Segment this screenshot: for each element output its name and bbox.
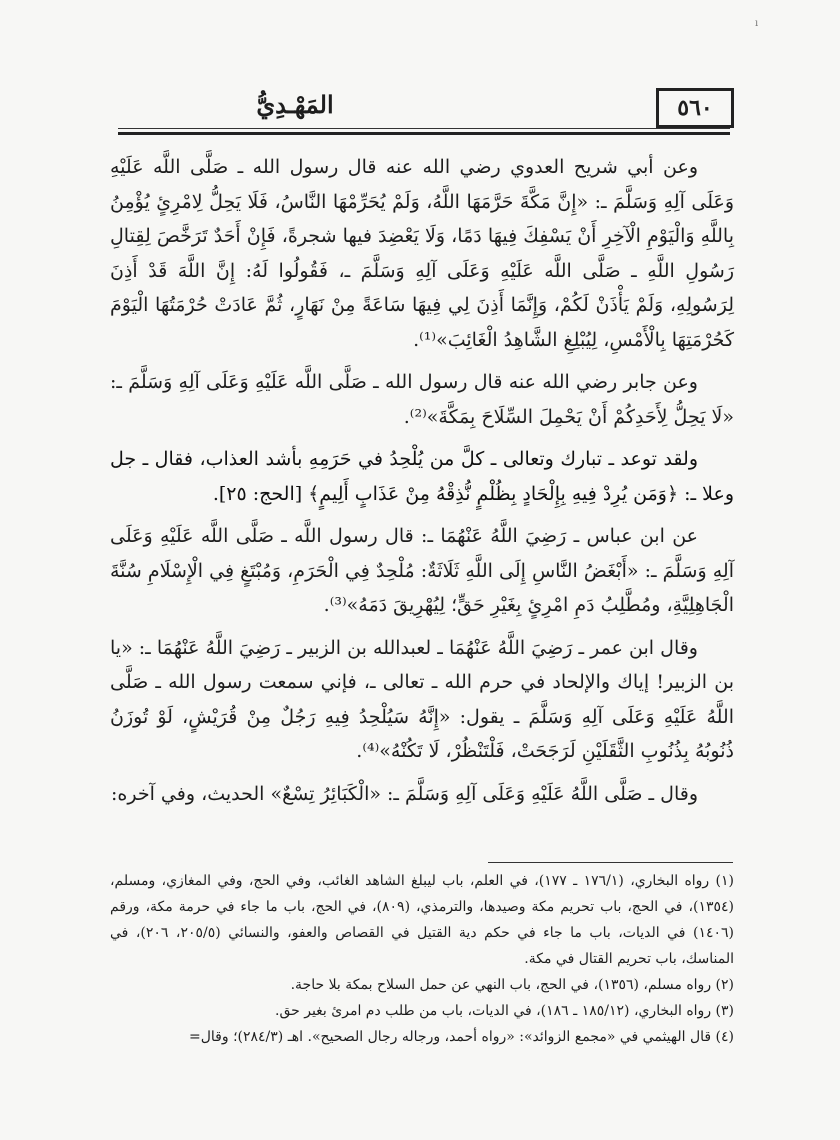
footnote: (٣) رواه البخاري، (١٨٥/١٢ ـ ١٨٦)، في الديات، باب من طلب دم امرئ بغير حق. [275, 1003, 734, 1019]
paragraph: وقال ابن عمر ـ رَضِيَ اللَّهُ عَنْهُمَا ـ لعبدالله بن الزبير ـ رَضِيَ اللَّهُ عَنْهُمَا ـ: «يا بن الزبير! إياك والإلحاد في حرم الله ـ تعالى ـ، فإني سمعت رسول الله ـ صَلَّى اللَّهُ عَلَيْهِ وَعَلَى آلِهِ وَسَلَّمَ ـ يقول: «إِنَّهُ سَيُلْحِدُ فِيهِ رَجُلٌ مِنْ قُرَيْشٍ، لَوْ تُوزَنُ ذُنُوبُهُ بِذُنُوبِ الثَّقَلَيْنِ لَرَجَحَتْ، فَلْتَنْظُرْ، لَا تَكُنْهُ»⁽⁴⁾. [110, 636, 734, 762]
paragraph: وقال ـ صَلَّى اللَّهُ عَلَيْهِ وَعَلَى آلِهِ وَسَلَّمَ ـ: «الْكَبَائِرُ تِسْعٌ» الحديث، وفي آخره: [111, 782, 698, 805]
footnote-separator [488, 862, 733, 863]
footnote: (٤) قال الهيثمي في «مجمع الزوائد»: «رواه أحمد، ورجاله رجال الصحيح». اهـ (٢٨٤/٣)؛ وقال= [189, 1029, 734, 1045]
paragraph: عن ابن عباس ـ رَضِيَ اللَّهُ عَنْهُمَا ـ: قال رسول اللَّه ـ صَلَّى اللَّه عَلَيْهِ وَعَلَى آلِهِ وَسَلَّمَ ـ: «أَبْغَضُ النَّاسِ إِلَى اللَّهِ ثَلَاثَةٌ: مُلْحِدٌ فِي الْحَرَمِ، وَمُبْتَغٍ فِي الْإِسْلَامِ سُنَّةَ الْجَاهِلِيَّةِ، ومُطَّلِبُ دَمِ امْرِئٍ بِغَيْرِ حَقٍّ؛ لِيُهْرِيقَ دَمَهُ»⁽³⁾. [110, 525, 734, 616]
footnotes [110, 868, 734, 1050]
paragraph: وعن أبي شريح العدوي رضي الله عنه قال رسول الله ـ صَلَّى اللَّه عَلَيْهِ وَعَلَى آلِهِ وَسَلَّمَ ـ: «إِنَّ مَكَّةَ حَرَّمَهَا اللَّهُ، وَلَمْ يُحَرِّمْهَا النَّاسُ، فَلَا يَحِلُّ لِامْرِئٍ يُؤْمِنُ بِاللَّهِ وَالْيَوْمِ الْآخِرِ أَنْ يَسْفِكَ فِيهَا دَمًا، وَلَا يَعْضِدَ فيها شجرةً، فَإِنْ أَحَدٌ تَرَخَّصَ لِقِتالِ رَسُولِ اللَّهِ ـ صَلَّى اللَّه عَلَيْهِ وَعَلَى آلِهِ وَسَلَّمَ ـ، فَقُولُوا لَهُ: إِنَّ اللَّهَ قَدْ أَذِنَ لِرَسُولِهِ، وَلَمْ يَأْذَنْ لَكُمْ، وَإِنَّمَا أَذِنَ لِي فِيهَا سَاعَةً مِنْ نَهَارٍ، ثُمَّ عَادَتْ حُرْمَتُهَا الْيَوْمَ كَحُرْمَتِهَا بِالْأَمْسِ، لِيُبْلِغِ الشَّاهِدُ الْغَائِبَ»⁽¹⁾. [110, 156, 734, 351]
paragraph: ولقد توعد ـ تبارك وتعالى ـ كلَّ من يُلْحِدُ في حَرَمِهِ بأشد العذاب، فقال ـ جل وعلا ـ: ﴿وَمَن يُرِدْ فِيهِ بِإِلْحَادٍ بِظُلْمٍ نُّذِقْهُ مِنْ عَذَابٍ أَلِيمٍ﴾ [الحج: ٢٥]. [110, 448, 734, 505]
paragraph: وعن جابر رضي الله عنه قال رسول الله ـ صَلَّى اللَّه عَلَيْهِ وَعَلَى آلِهِ وَسَلَّمَ ـ: «لَا يَحِلُّ لِأَحَدِكُمْ أَنْ يَحْمِلَ السِّلَاحَ بِمَكَّةَ»⁽²⁾. [110, 371, 734, 428]
header-rule-thin [118, 128, 730, 129]
page-number: ٥٦٠ [656, 88, 734, 128]
main-text [110, 150, 734, 819]
running-title: المَهْـدِيُّ [256, 90, 334, 119]
footnote: (٢) رواه مسلم، (١٣٥٦)، في الحج، باب النهي عن حمل السلاح بمكة بلا حاجة. [290, 977, 734, 993]
scan-mark: ı [755, 18, 759, 29]
footnote: (١) رواه البخاري، (١٧٦/١ ـ ١٧٧)، في العلم، باب ليبلغ الشاهد الغائب، وفي الحج، وفي المغازي، ومسلم، (١٣٥٤)، في الحج، باب تحريم مكة وصيدها، والترمذي، (٨٠٩)، في الحج، باب ما جاء في حرمة مكة، ورقم (١٤٠٦) في الديات، باب ما جاء في حكم دية القتيل في القصاص والعفو، والنسائي (٢٠٥/٥، ٢٠٦)، في المناسك، باب تحريم القتال في مكة. [110, 873, 735, 967]
header-rule-thick [118, 132, 730, 135]
